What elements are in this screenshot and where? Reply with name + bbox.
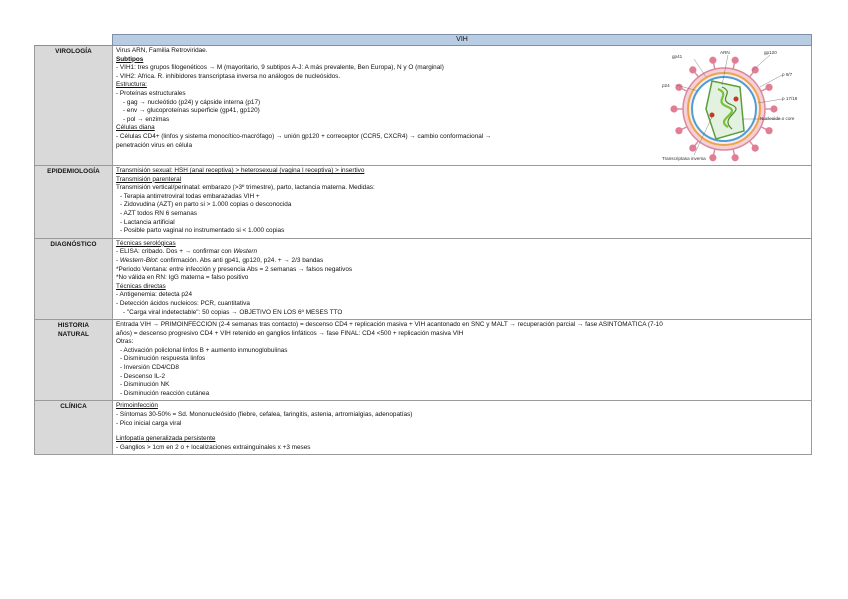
text-line: - VIH1: tres grupos filogenéticos → M (mayoritario, 9 subtipos A-J: A más prevalente, Ben Europa), N y O (marginal) bbox=[116, 64, 444, 72]
text-line: - VIH2: África. R. inhibidores transcriptasa inversa no análogos de nucleósidos. bbox=[116, 72, 341, 80]
subheading-transmision-parenteral: Transmisión parenteral bbox=[116, 175, 182, 183]
gp120-knob bbox=[675, 84, 682, 91]
text-line: años) = descenso progresivo CD4 + VIH retenido en ganglios linfáticos → fase FINAL: CD4 <500 + replicación masiva VIH bbox=[116, 329, 464, 337]
reverse-transcriptase bbox=[710, 113, 715, 118]
content-epidemiologia bbox=[113, 166, 812, 239]
gp120-knob bbox=[752, 144, 759, 151]
text-line: *No válida en RN: IgG materna = falso positivo bbox=[116, 274, 249, 282]
content-clinica bbox=[113, 401, 812, 455]
text-line: - Zidovudina (AZT) en parto si > 1.000 copias o desconocida bbox=[120, 201, 292, 209]
transmision-sexual-line: Transmisión sexual: HSH (anal receptiva) > heterosexual (vagina l receptiva) > insertivo bbox=[116, 167, 365, 174]
category-label-line: NATURAL bbox=[57, 330, 90, 338]
gp120-knob bbox=[732, 154, 739, 161]
subheading-linfopatia: Linfopatía generalizada persistente bbox=[116, 435, 216, 443]
text-line: - Disminución reacción cutánea bbox=[120, 389, 210, 397]
label-p24: p24 bbox=[662, 83, 670, 88]
gp120-knob bbox=[732, 57, 739, 64]
subheading-celulas-diana: Células diana bbox=[116, 124, 155, 132]
elisa-text: - ELISA: cribado. Dos + → confirmar con bbox=[116, 248, 232, 256]
text-line: - "Carga viral indetectable": 50 copias → OBJETIVO EN LOS 6º MESES TTO bbox=[123, 308, 343, 316]
text-line: Transmisión vertical/perinatal: embarazo (>3º trimestre), parto, lactancia materna. Medidas: bbox=[116, 184, 375, 192]
gp120-knob bbox=[689, 144, 696, 151]
spacer bbox=[116, 428, 808, 435]
gp120-knob bbox=[709, 154, 716, 161]
text-line: Virus ARN, Familia Retroviridae. bbox=[116, 47, 208, 54]
sheet bbox=[34, 34, 812, 455]
subheading-primoinfeccion: Primoinfección bbox=[116, 402, 158, 410]
text-line: - Síntomas 30-50% = Sd. Mononucleósido (fiebre, cefalea, faringitis, astenia, artromialgias, adenopatías) bbox=[116, 411, 413, 419]
subheading-tecnicas-serologicas: Técnicas serológicas bbox=[116, 239, 176, 247]
western-blot-text: : confirmación. Abs anti gp41, gp120, p24. + → 2/3 bandas bbox=[156, 256, 324, 264]
text-line: - Proteínas estructurales bbox=[116, 89, 186, 97]
label-nucleoide: Nucleoide o core bbox=[760, 116, 795, 121]
row-clinica bbox=[35, 401, 812, 455]
label-gp41: gp41 bbox=[672, 54, 683, 59]
category-diagnostico: DIAGNÓSTICO bbox=[35, 238, 113, 319]
subheading-subtipos: Subtipos bbox=[116, 55, 144, 63]
hiv-virion-illustration bbox=[632, 49, 812, 167]
text-line: - Disminución NK bbox=[120, 381, 170, 389]
gp120-knob bbox=[765, 84, 772, 91]
text-line: - Inversión CD4/CD8 bbox=[120, 364, 179, 372]
content-diagnostico bbox=[113, 238, 812, 319]
subheading-tecnicas-directas: Técnicas directas bbox=[116, 282, 166, 290]
text-line: - Descenso IL-2 bbox=[120, 372, 166, 380]
hiv-structure-figure bbox=[632, 49, 812, 167]
text-line: - Terapia antirretroviral todas embarazadas VIH + bbox=[120, 192, 260, 200]
label-gp120: gp120 bbox=[764, 50, 777, 55]
gp120-knob bbox=[770, 105, 777, 112]
category-historia-natural bbox=[35, 320, 113, 401]
text-line bbox=[116, 248, 808, 257]
text-line: penetración virus en célula bbox=[116, 141, 193, 149]
row-historia-natural bbox=[35, 320, 812, 401]
text-line bbox=[116, 167, 808, 176]
content-historia-natural bbox=[113, 320, 812, 401]
text-line: Otras: bbox=[116, 338, 134, 346]
label-transcriptasa: Transcriptasa inversa bbox=[662, 156, 706, 161]
text-line: *Periodo Ventana: entre infección y presencia Abs = 2 semanas → falsos negativos bbox=[116, 265, 353, 273]
table-title: VIH bbox=[113, 35, 812, 46]
text-line: - Activación policlonal linfos B + aumento inmunoglobulinas bbox=[120, 346, 288, 354]
gp120-knob bbox=[709, 57, 716, 64]
row-diagnostico bbox=[35, 238, 812, 319]
category-label-line: HISTORIA bbox=[57, 322, 90, 330]
reverse-transcriptase bbox=[734, 97, 739, 102]
text-line: - env → glucoproteínas superficie (gp41, gp120) bbox=[123, 107, 260, 115]
table-header-row bbox=[35, 35, 812, 46]
gp120-knob bbox=[752, 66, 759, 73]
text-line: - AZT todos RN 6 semanas bbox=[120, 209, 197, 217]
subheading-estructura: Estructura: bbox=[116, 81, 147, 89]
gp120-knob bbox=[675, 127, 682, 134]
header-blank-cell bbox=[35, 35, 113, 46]
category-virologia: VIROLOGÍA bbox=[35, 46, 113, 166]
western-text: Western bbox=[233, 248, 258, 256]
text-line: - Posible parto vaginal no instrumentado si < 1.000 copias bbox=[120, 227, 285, 235]
text-line: - Pico inicial carga viral bbox=[116, 419, 182, 427]
text-line: - Disminución respuesta linfos bbox=[120, 355, 206, 363]
text-line: - Detección ácidos nucleicos: PCR, cuantitativa bbox=[116, 299, 250, 307]
gp120-knob bbox=[689, 66, 696, 73]
text-line: - Ganglios > 1cm en 2 o + localizaciones extrainguinales x +3 meses bbox=[116, 443, 311, 451]
text-line: - Western-Blot: confirmación. Abs anti gp41, gp120, p24. + → 2/3 bandas bbox=[116, 256, 324, 264]
text-line: Entrada VIH → PRIMOINFECCIÓN (2-4 semanas tras contacto) = descenso CD4 + replicación masiva + VIH acantonado en SNC y MALT → recuperación parcial → fase ASINTOMÁTICA (7-10 bbox=[116, 321, 663, 329]
text-line: - pol → enzimas bbox=[123, 115, 170, 123]
western-blot-term: Western-Blot bbox=[119, 256, 157, 264]
text-line: - gag → nucleótido (p24) y cápside interna (p17) bbox=[123, 98, 261, 106]
label-arn: ARN bbox=[720, 50, 730, 55]
gp120-knob bbox=[670, 105, 677, 112]
gp120-knob bbox=[765, 127, 772, 134]
row-epidemiologia bbox=[35, 166, 812, 239]
category-epidemiologia: EPIDEMIOLOGÍA bbox=[35, 166, 113, 239]
category-clinica: CLÍNICA bbox=[35, 401, 113, 455]
text-line: - Lactancia artificial bbox=[120, 218, 175, 226]
text-line: - Células CD4+ (linfos y sistema monocítico-macrófago) → unión gp120 + correceptor (CCR5, CXCR4) → cambio conformacional → bbox=[116, 132, 492, 140]
label-p17-18: p 17/18 bbox=[782, 96, 798, 101]
label-p9-7: p 9/7 bbox=[782, 72, 793, 77]
text-line: - Antigenemia: detecta p24 bbox=[116, 291, 193, 299]
